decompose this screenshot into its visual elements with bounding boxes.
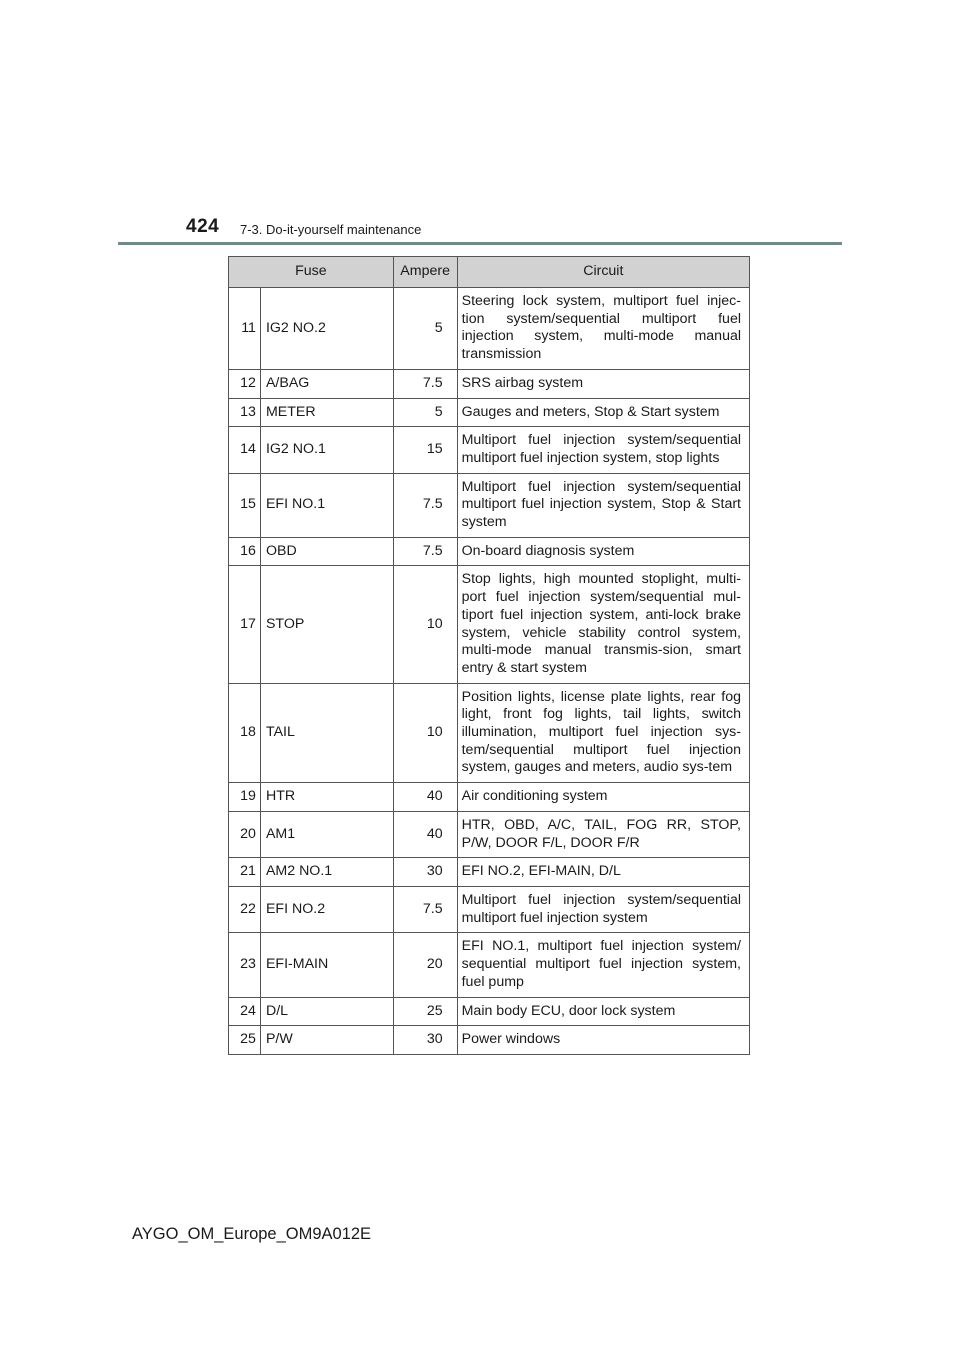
table-row (229, 537, 750, 566)
fuse-name: OBD (260, 537, 393, 566)
fuse-ampere: 20 (393, 933, 457, 997)
table-row (229, 566, 750, 683)
fuse-number: 14 (229, 427, 261, 473)
fuse-number: 20 (229, 811, 261, 857)
table-row (229, 886, 750, 932)
fuse-name: IG2 NO.2 (260, 288, 393, 370)
fuse-ampere: 5 (393, 398, 457, 427)
column-header-ampere: Ampere (393, 257, 457, 288)
fuse-number: 18 (229, 683, 261, 783)
fuse-number: 16 (229, 537, 261, 566)
section-title: 7-3. Do-it-yourself maintenance (240, 222, 422, 237)
table-header-row (229, 257, 750, 288)
fuse-ampere: 25 (393, 997, 457, 1026)
header-rule (118, 242, 842, 245)
table-row (229, 427, 750, 473)
fuse-name: EFI NO.2 (260, 886, 393, 932)
fuse-circuit: Main body ECU, door lock system (457, 997, 749, 1026)
fuse-number: 21 (229, 858, 261, 887)
table-row (229, 783, 750, 812)
fuse-number: 15 (229, 473, 261, 537)
fuse-circuit: EFI NO.1, multiport fuel injection system/ sequential multiport fuel injection system, fuel pump (457, 933, 749, 997)
table-row (229, 933, 750, 997)
fuse-circuit: Air conditioning system (457, 783, 749, 812)
table-row (229, 398, 750, 427)
fuse-number: 22 (229, 886, 261, 932)
fuse-ampere: 10 (393, 683, 457, 783)
fuse-name: AM1 (260, 811, 393, 857)
fuse-circuit: SRS airbag system (457, 369, 749, 398)
table-row (229, 811, 750, 857)
fuse-name: METER (260, 398, 393, 427)
fuse-ampere: 40 (393, 811, 457, 857)
table-row (229, 858, 750, 887)
fuse-circuit: Position lights, license plate lights, rear fog light, front fog lights, tail lights, switch illumination, multiport fuel injection sys-tem/sequential multiport fuel injection system, gauges and meters, audio sys-tem (457, 683, 749, 783)
table-row (229, 683, 750, 783)
fuse-name: A/BAG (260, 369, 393, 398)
fuse-circuit: Stop lights, high mounted stoplight, multi-port fuel injection system/sequential mul-tiport fuel injection system, anti-lock brake system, vehicle stability control system, multi-mode manual transmis-sion, smart entry & start system (457, 566, 749, 683)
table-row (229, 369, 750, 398)
fuse-circuit: Steering lock system, multiport fuel injec-tion system/sequential multiport fuel injection system, multi-mode manual transmission (457, 288, 749, 370)
table-row (229, 473, 750, 537)
fuse-circuit: Gauges and meters, Stop & Start system (457, 398, 749, 427)
fuse-name: D/L (260, 997, 393, 1026)
document-id: AYGO_OM_Europe_OM9A012E (132, 1225, 372, 1243)
fuse-number: 24 (229, 997, 261, 1026)
fuse-table-body (229, 288, 750, 1055)
fuse-number: 25 (229, 1026, 261, 1055)
fuse-ampere: 30 (393, 858, 457, 887)
fuse-circuit: On-board diagnosis system (457, 537, 749, 566)
fuse-name: STOP (260, 566, 393, 683)
fuse-name: IG2 NO.1 (260, 427, 393, 473)
fuse-circuit: Multiport fuel injection system/sequential multiport fuel injection system, stop lights (457, 427, 749, 473)
fuse-name: P/W (260, 1026, 393, 1055)
page-number: 424 (186, 216, 220, 237)
fuse-name: EFI-MAIN (260, 933, 393, 997)
fuse-ampere: 7.5 (393, 473, 457, 537)
fuse-ampere: 30 (393, 1026, 457, 1055)
fuse-table (228, 256, 750, 1055)
fuse-name: TAIL (260, 683, 393, 783)
fuse-ampere: 15 (393, 427, 457, 473)
fuse-number: 23 (229, 933, 261, 997)
fuse-circuit: Power windows (457, 1026, 749, 1055)
fuse-circuit: HTR, OBD, A/C, TAIL, FOG RR, STOP, P/W, DOOR F/L, DOOR F/R (457, 811, 749, 857)
fuse-ampere: 5 (393, 288, 457, 370)
fuse-ampere: 40 (393, 783, 457, 812)
fuse-ampere: 10 (393, 566, 457, 683)
table-row (229, 288, 750, 370)
table-row (229, 997, 750, 1026)
fuse-number: 11 (229, 288, 261, 370)
fuse-number: 19 (229, 783, 261, 812)
fuse-circuit: Multiport fuel injection system/sequential multiport fuel injection system (457, 886, 749, 932)
fuse-circuit: EFI NO.2, EFI-MAIN, D/L (457, 858, 749, 887)
fuse-name: HTR (260, 783, 393, 812)
fuse-ampere: 7.5 (393, 886, 457, 932)
fuse-circuit: Multiport fuel injection system/sequential multiport fuel injection system, Stop & Start system (457, 473, 749, 537)
fuse-name: EFI NO.1 (260, 473, 393, 537)
fuse-name: AM2 NO.1 (260, 858, 393, 887)
fuse-number: 12 (229, 369, 261, 398)
fuse-ampere: 7.5 (393, 369, 457, 398)
table-row (229, 1026, 750, 1055)
column-header-circuit: Circuit (457, 257, 749, 288)
column-header-fuse: Fuse (229, 257, 394, 288)
fuse-ampere: 7.5 (393, 537, 457, 566)
fuse-number: 13 (229, 398, 261, 427)
fuse-number: 17 (229, 566, 261, 683)
